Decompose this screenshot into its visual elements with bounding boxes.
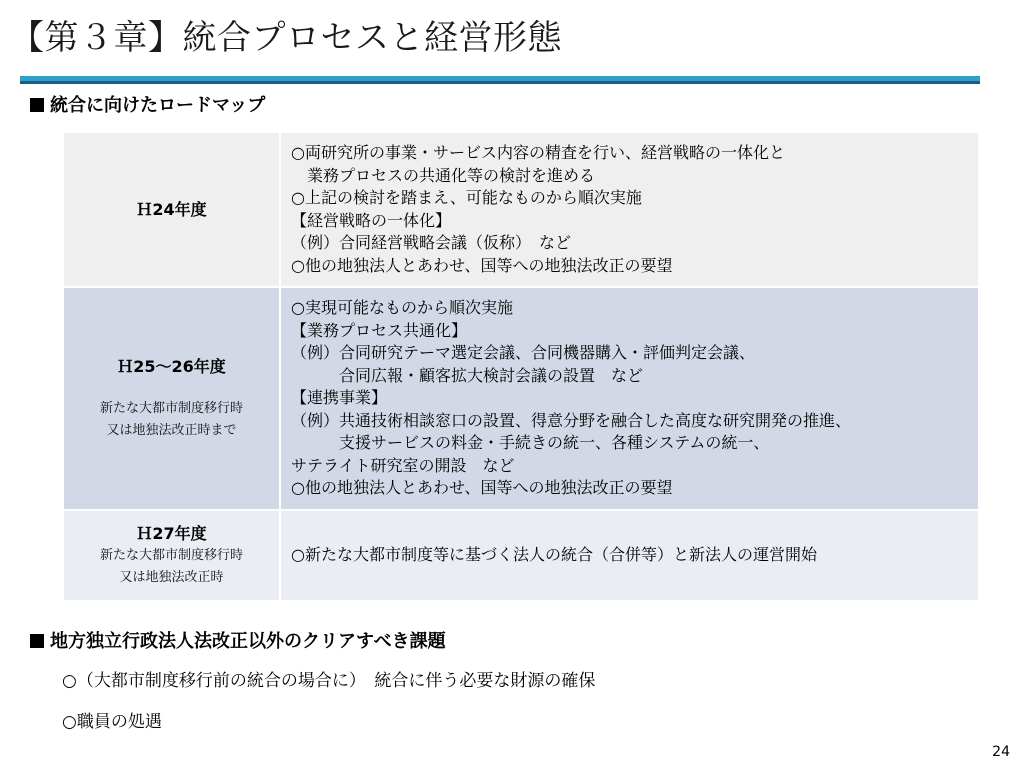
issue-item: ○（大都市制度移行前の統合の場合に） 統合に伴う必要な財源の確保: [62, 671, 596, 691]
detail-line: （例）合同経営戦略会議（仮称） など: [291, 233, 572, 252]
roadmap-row-h24: [63, 132, 979, 287]
period-note-line: 新たな大都市制度移行時: [99, 400, 243, 416]
period-label: Ｈ24年度: [136, 199, 207, 219]
section-heading-issues: [30, 631, 446, 653]
period-cell: [63, 132, 280, 287]
detail-line: （例）合同研究テーマ選定会議、合同機器購入・評価判定会議、: [291, 343, 756, 363]
square-bullet-icon: [30, 634, 44, 648]
period-note: [64, 398, 279, 442]
detail-line: 【連携事業】: [291, 388, 388, 408]
detail-line: （例）共通技術相談窓口の設置、得意分野を融合した高度な研究開発の推進、: [291, 410, 852, 430]
slide-title: 【第３章】統合プロセスと経営形態: [10, 18, 562, 58]
detail-line: ○他の地独法人とあわせ、国等への地独法改正の要望: [291, 478, 673, 498]
period-label: Ｈ25～26年度: [117, 356, 226, 376]
period-note-line: 又は地独法改正時まで: [106, 422, 237, 438]
period-label: Ｈ27年度: [136, 523, 207, 543]
detail-line: ○両研究所の事業・サービス内容の精査を行い、経営戦略の一体化と: [291, 143, 785, 162]
section-heading-roadmap-label: 統合に向けたロードマップ: [50, 95, 266, 116]
detail-cell: [280, 510, 979, 601]
detail-line: ○上記の検討を踏まえ、可能なものから順次実施: [291, 188, 642, 207]
page-number: 24: [992, 744, 1010, 760]
detail-line: 業務プロセスの共通化等の検討を進める: [291, 165, 596, 185]
section-heading-roadmap: [30, 95, 265, 117]
roadmap-row-h25-26: [63, 287, 979, 510]
detail-line: 【業務プロセス共通化】: [291, 320, 468, 340]
period-cell: [63, 510, 280, 601]
detail-cell: [280, 132, 979, 287]
detail-line: 支援サービスの料金・手続きの統一、各種システムの統一、: [291, 433, 770, 453]
square-bullet-icon: [30, 98, 44, 112]
section-heading-issues-label: 地方独立行政法人法改正以外のクリアすべき課題: [50, 631, 446, 652]
period-note-line: 又は地独法改正時: [119, 569, 224, 585]
issue-item: ○職員の処遇: [62, 712, 162, 732]
period-note: [64, 545, 279, 589]
detail-line: 【経営戦略の一体化】: [291, 210, 452, 230]
detail-cell: [280, 287, 979, 510]
roadmap-table: [62, 131, 980, 602]
roadmap-row-h27: [63, 510, 979, 601]
period-cell: [63, 287, 280, 510]
detail-line: ○実現可能なものから順次実施: [291, 298, 513, 318]
detail-line: 合同広報・顧客拡大検討会議の設置 など: [291, 365, 644, 385]
title-rule: [20, 76, 980, 84]
period-note-line: 新たな大都市制度移行時: [99, 547, 243, 563]
detail-line: ○新たな大都市制度等に基づく法人の統合（合併等）と新法人の運営開始: [291, 545, 817, 565]
detail-line: ○他の地独法人とあわせ、国等への地独法改正の要望: [291, 255, 673, 275]
detail-line: サテライト研究室の開設 など: [291, 455, 515, 475]
